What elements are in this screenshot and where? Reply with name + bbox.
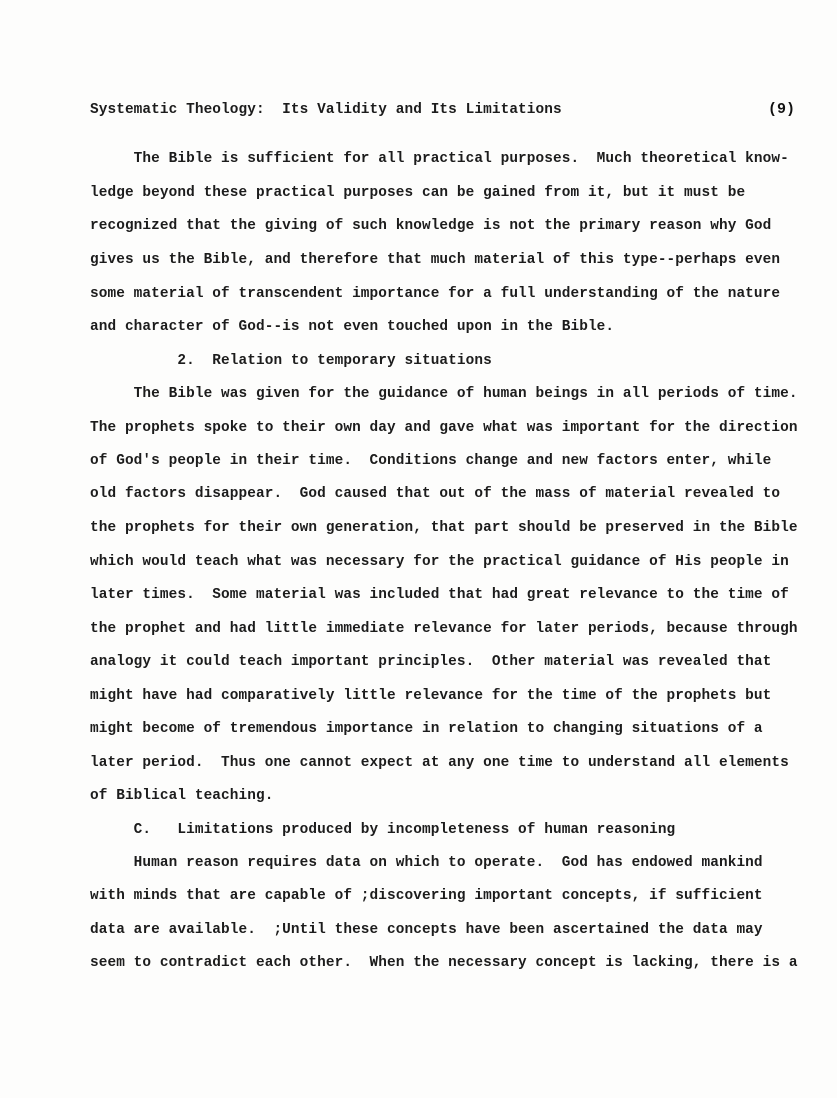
text-line: ledge beyond these practical purposes can be gained from it, but it must be xyxy=(90,185,746,201)
text-line: later period. Thus one cannot expect at any one time to understand all elements xyxy=(90,755,789,771)
text-line: The Bible is sufficient for all practical purposes. Much theoretical know- xyxy=(90,151,789,167)
text-line: Human reason requires data on which to operate. God has endowed mankind xyxy=(90,855,763,871)
text-line: with minds that are capable of ;discovering important concepts, if sufficient xyxy=(90,888,763,904)
text-line: C. Limitations produced by incompleteness of human reasoning xyxy=(90,822,676,838)
text-line: seem to contradict each other. When the necessary concept is lacking, there is a xyxy=(90,955,798,971)
text-line: and character of God--is not even touched upon in the Bible. xyxy=(90,319,615,335)
text-line: The Bible was given for the guidance of human beings in all periods of time. xyxy=(90,386,798,402)
text-line: some material of transcendent importance for a full understanding of the nature xyxy=(90,286,781,302)
text-line: The prophets spoke to their own day and gave what was important for the direction xyxy=(90,420,798,436)
text-line: which would teach what was necessary for the practical guidance of His people in xyxy=(90,554,789,570)
text-line: later times. Some material was included that had great relevance to the time of xyxy=(90,587,789,603)
text-line: old factors disappear. God caused that out of the mass of material revealed to xyxy=(90,486,781,502)
text-line: of Biblical teaching. xyxy=(90,788,274,804)
text-line: might become of tremendous importance in relation to changing situations of a xyxy=(90,721,763,737)
running-header-title: Systematic Theology: Its Validity and Its Limitations xyxy=(90,102,562,118)
text-line: 2. Relation to temporary situations xyxy=(90,353,492,369)
text-line: analogy it could teach important principles. Other material was revealed that xyxy=(90,654,772,670)
page-number: (9) xyxy=(768,101,796,118)
text-line: might have had comparatively little relevance for the time of the prophets but xyxy=(90,688,772,704)
text-line: data are available. ;Until these concepts have been ascertained the data may xyxy=(90,922,763,938)
text-line: the prophet and had little immediate relevance for later periods, because through xyxy=(90,621,798,637)
text-line: of God's people in their time. Conditions change and new factors enter, while xyxy=(90,453,772,469)
text-line: gives us the Bible, and therefore that much material of this type--perhaps even xyxy=(90,252,781,268)
text-line: recognized that the giving of such knowledge is not the primary reason why God xyxy=(90,218,772,234)
text-line: the prophets for their own generation, that part should be preserved in the Bible xyxy=(90,520,798,536)
